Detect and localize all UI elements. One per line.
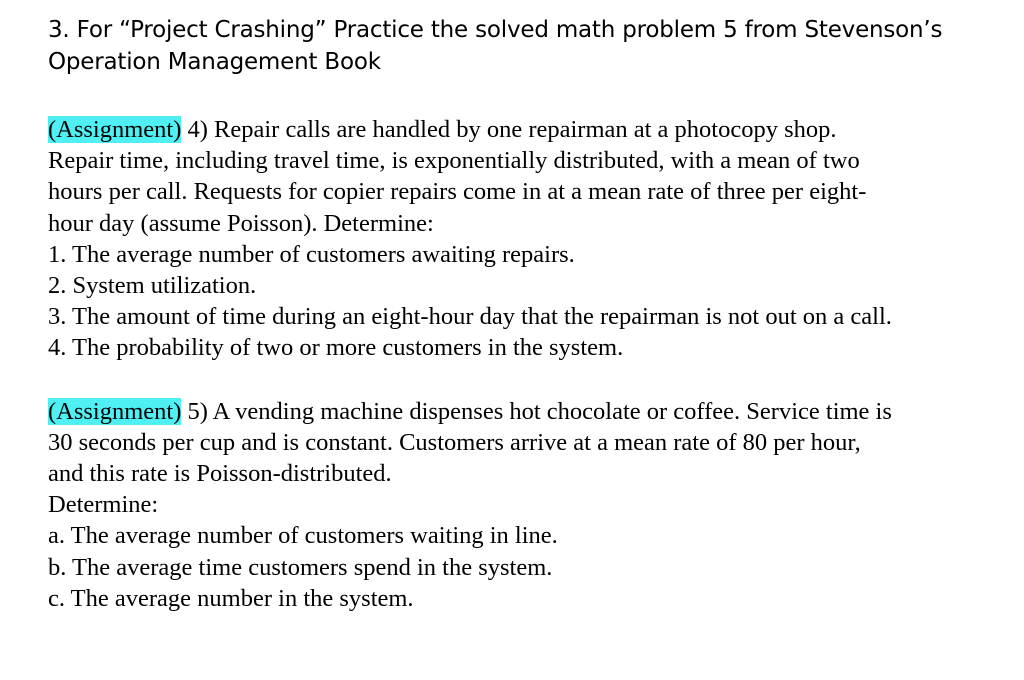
item-5-paragraph — [48, 396, 1018, 614]
item-3-line-1: 3. For “Project Crashing” Practice the solved math problem 5 from Stevenson’s — [48, 17, 943, 43]
item-5-line: 30 seconds per cup and is constant. Customers arrive at a mean rate of 80 per hour, — [48, 428, 861, 456]
item-5-determine: Determine: — [48, 491, 159, 519]
item-4-question-3: 3. The amount of time during an eight-hour day that the repairman is not out on a call. — [48, 303, 892, 331]
assignment-highlight-tag: (Assignment) — [48, 116, 182, 143]
item-4-line: hour day (assume Poisson). Determine: — [48, 209, 434, 237]
item-4-line: hours per call. Requests for copier repairs come in at a mean rate of three per eight- — [48, 178, 867, 206]
item-5-first-line — [48, 396, 1018, 427]
item-5-question-c: c. The average number in the system. — [48, 584, 414, 612]
document-page — [48, 14, 1018, 614]
item-5-lead-text: 5) A vending machine dispenses hot chocolate or coffee. Service time is — [181, 397, 892, 425]
assignment-highlight-tag: (Assignment) — [48, 397, 182, 425]
item-3-paragraph — [48, 14, 1018, 78]
item-5-line: and this rate is Poisson-distributed. — [48, 460, 392, 488]
item-4-first-line — [48, 114, 1018, 145]
item-5-question-b: b. The average time customers spend in the system. — [48, 553, 553, 581]
item-4-question-1: 1. The average number of customers awaiting repairs. — [48, 240, 575, 268]
item-4-paragraph — [48, 114, 1018, 364]
item-4-question-2: 2. System utilization. — [48, 272, 257, 300]
item-5-question-a: a. The average number of customers waiting in line. — [48, 522, 558, 550]
item-4-line: Repair time, including travel time, is exponentially distributed, with a mean of two — [48, 147, 860, 175]
item-4-lead-text: 4) Repair calls are handled by one repairman at a photocopy shop. — [181, 116, 837, 143]
item-4-question-4: 4. The probability of two or more customers in the system. — [48, 334, 624, 362]
item-3-line-2: Operation Management Book — [48, 49, 381, 75]
